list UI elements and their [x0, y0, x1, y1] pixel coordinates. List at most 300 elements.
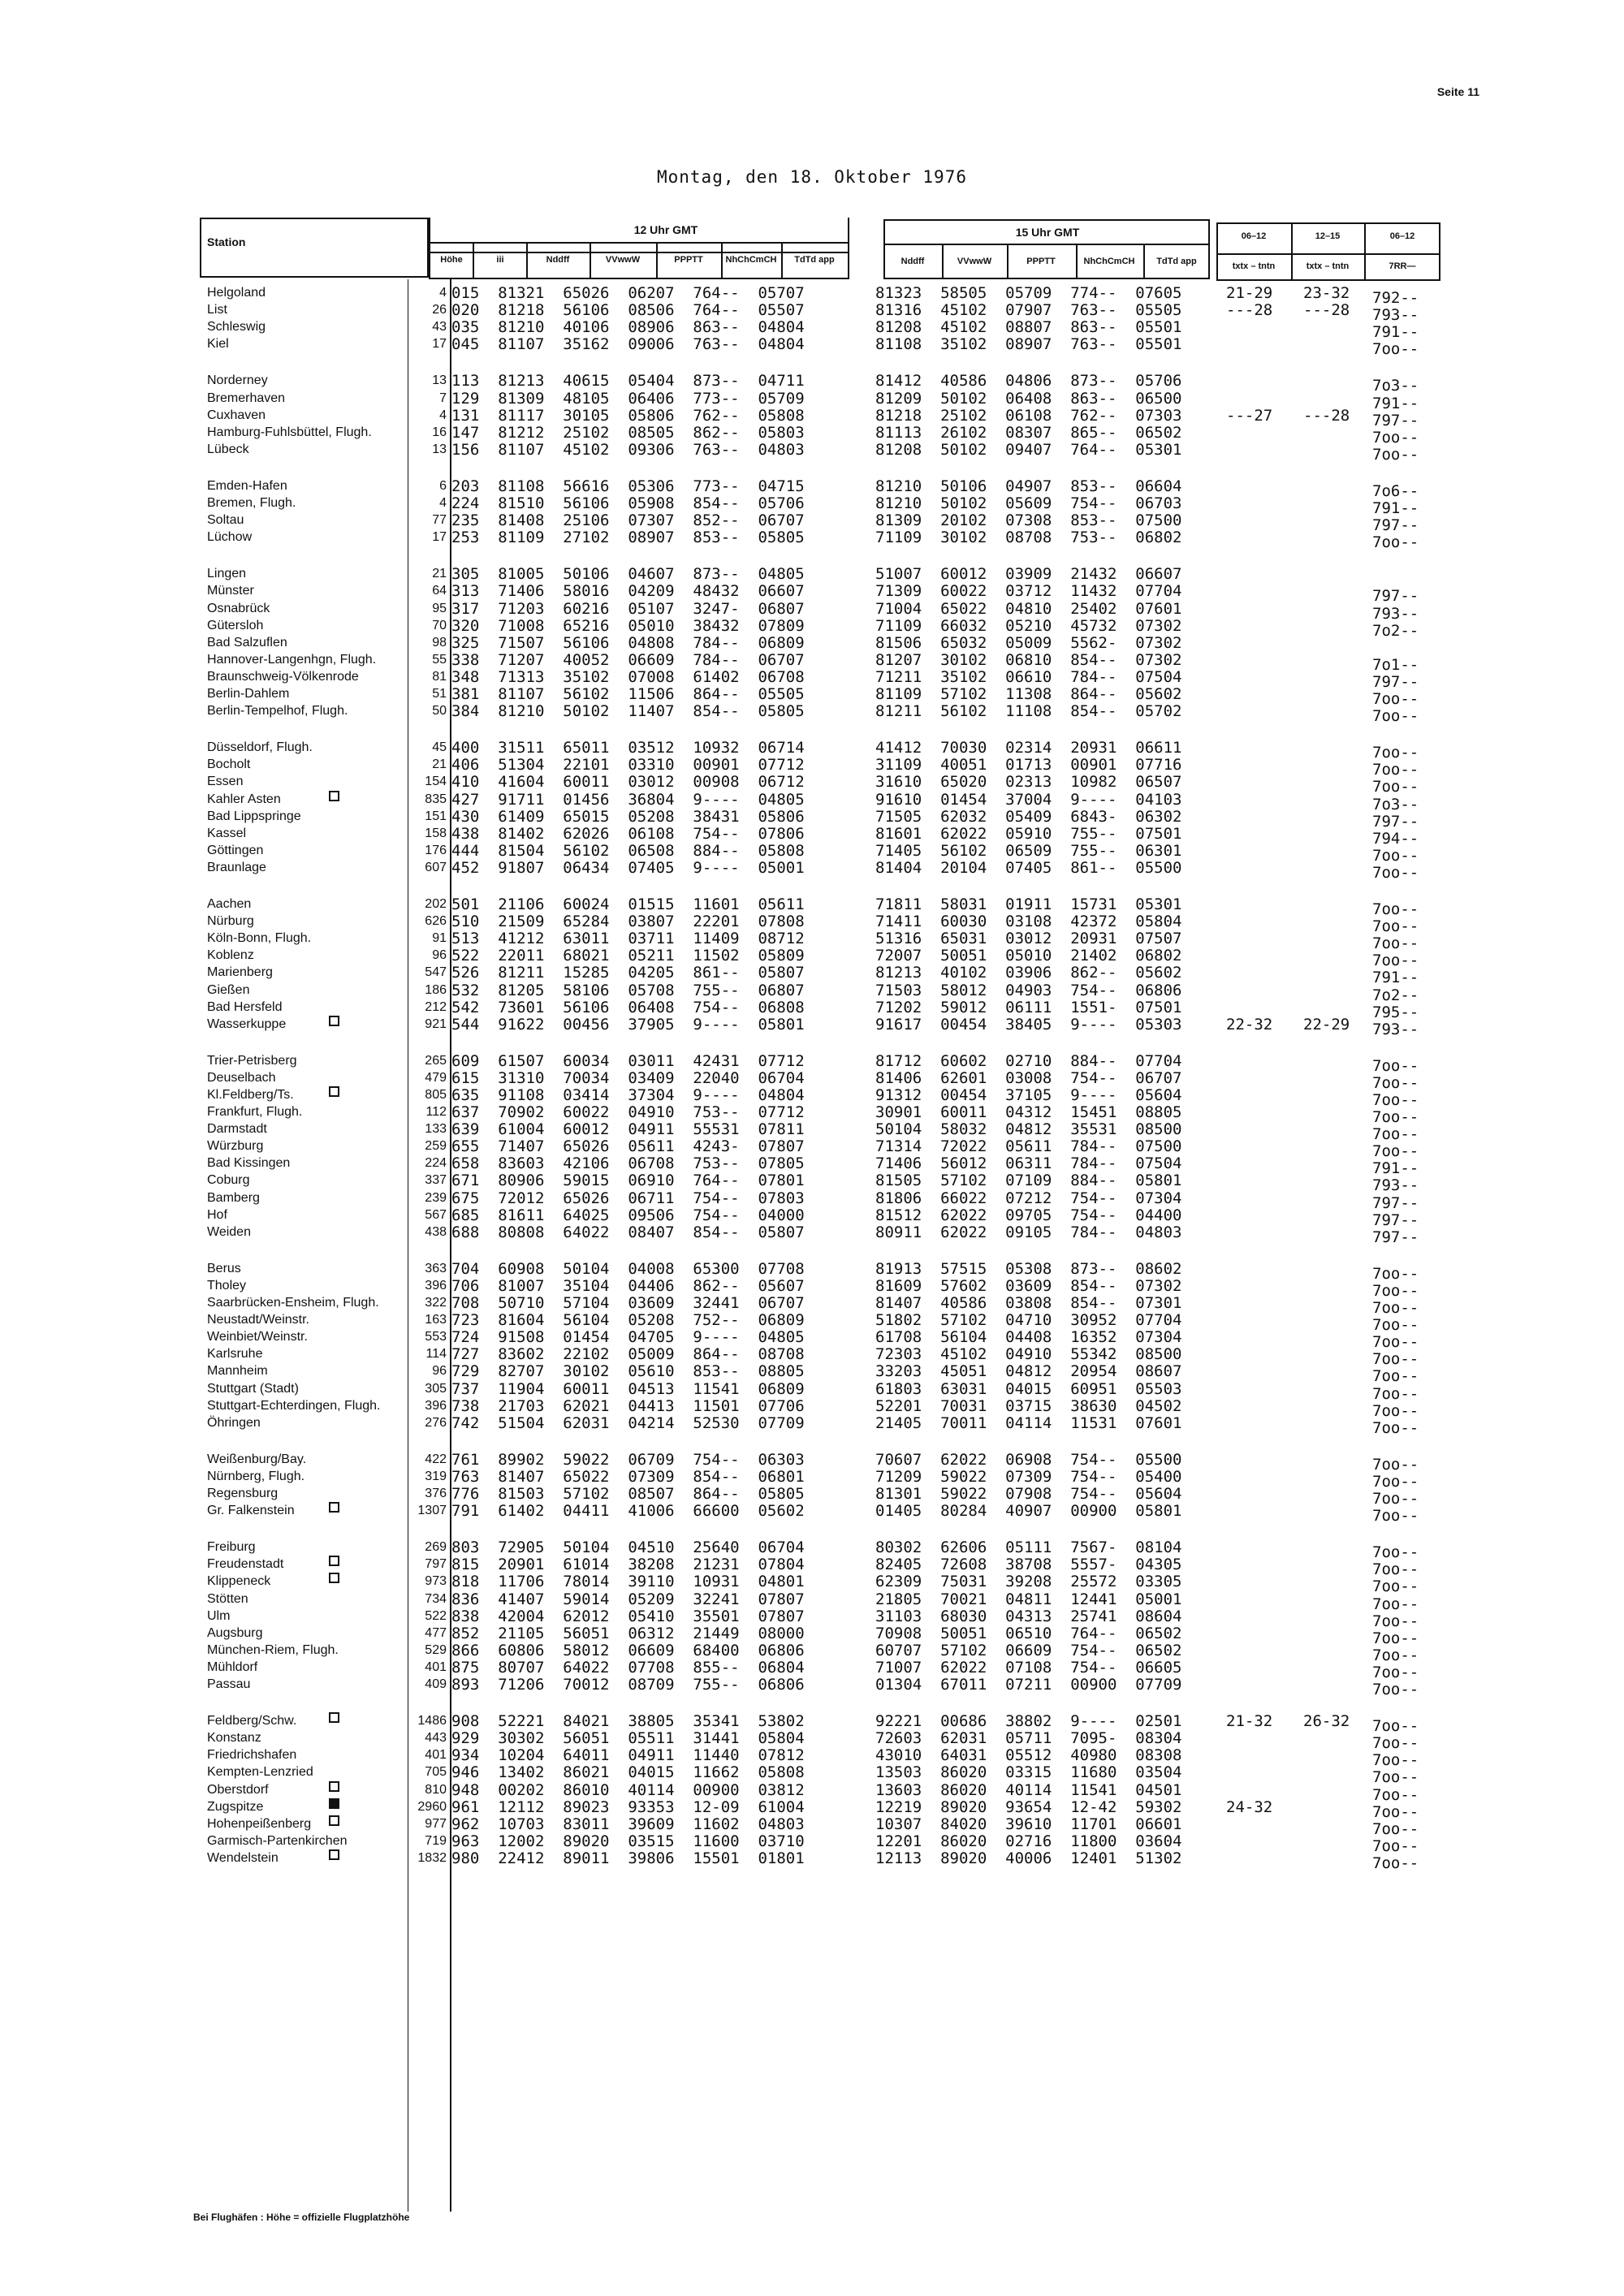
obs-12-utc: 313 71406 58016 04209 48432 06607: [451, 582, 805, 600]
obs-15-utc: 81806 66022 07212 754-- 07304: [875, 1189, 1182, 1207]
obs-12-utc: 526 81211 15285 04205 861-- 05807: [451, 964, 805, 982]
obs-12-utc: 544 91622 00456 37905 9---- 05801: [451, 1016, 805, 1034]
precip-06-12: 7oo--: [1372, 1646, 1419, 1664]
col15-ppptt: PPPTT: [1026, 257, 1056, 266]
station-height: 401: [425, 1660, 447, 1674]
obs-15-utc: 80911 62022 09105 784-- 04803: [875, 1224, 1182, 1241]
station-height: 7: [439, 391, 447, 405]
precip-06-12: 7oo--: [1372, 1125, 1419, 1143]
precip-06-12: 7o3--: [1372, 377, 1419, 395]
obs-12-utc: 763 81407 65022 07309 854-- 06801: [451, 1468, 805, 1486]
station-name: Feldberg/Schw.: [207, 1714, 297, 1728]
obs-15-utc: 71109 66032 05210 45732 07302: [875, 617, 1182, 635]
precip-06-12: 7oo--: [1372, 1473, 1419, 1491]
precip-06-12: 7oo--: [1372, 1837, 1419, 1855]
station-name: Mühldorf: [207, 1660, 258, 1674]
temp-range-12-15: ---28: [1303, 407, 1350, 425]
obs-15-utc: 81211 56102 11108 854-- 05702: [875, 702, 1182, 720]
precip-06-12: 7oo--: [1372, 1091, 1419, 1109]
station-name: Nürnberg, Flugh.: [207, 1470, 305, 1483]
station-name: Marienberg: [207, 965, 273, 979]
obs-12-utc: 015 81321 65026 06207 764-- 05707: [451, 284, 805, 302]
precip-06-12: 7oo--: [1372, 707, 1419, 725]
report-date: Montag, den 18. Oktober 1976: [656, 167, 967, 187]
obs-12-utc: 253 81109 27102 08907 853-- 05805: [451, 529, 805, 546]
obs-15-utc: 72303 45102 04910 55342 08500: [875, 1345, 1182, 1363]
precip-06-12: 7oo--: [1372, 1419, 1419, 1437]
obs-15-utc: 71109 30102 08708 753-- 06802: [875, 529, 1182, 546]
station-height: 186: [425, 983, 447, 997]
station-height: 176: [425, 844, 447, 857]
obs-12-utc: 639 61004 60012 04911 55531 07811: [451, 1120, 805, 1138]
obs-15-utc: 71007 62022 07108 754-- 06605: [875, 1659, 1182, 1677]
precip-06-12: 7oo--: [1372, 1577, 1419, 1595]
precip-06-12: 793--: [1372, 605, 1419, 623]
station-name: Konstanz: [207, 1731, 261, 1745]
obs-12-utc: 113 81213 40615 05404 873-- 04711: [451, 372, 805, 390]
obs-15-utc: 21805 70021 04811 12441 05001: [875, 1590, 1182, 1608]
station-name: Lingen: [207, 567, 247, 580]
precip-06-12: 7oo--: [1372, 1299, 1419, 1317]
precip-06-12: 7oo--: [1372, 744, 1419, 762]
obs-12-utc: 963 12002 89020 03515 11600 03710: [451, 1832, 805, 1850]
extra2-subheader: txtx – tntn: [1306, 261, 1350, 271]
precip-06-12: 7o2--: [1372, 986, 1419, 1004]
obs-12-utc: 635 91108 03414 37304 9---- 04804: [451, 1086, 805, 1104]
obs-15-utc: 81108 35102 08907 763-- 05501: [875, 335, 1182, 353]
precip-06-12: 791--: [1372, 499, 1419, 517]
station-name: Coburg: [207, 1173, 250, 1187]
station-height: 322: [425, 1296, 447, 1310]
precip-06-12: 795--: [1372, 1003, 1419, 1021]
obs-15-utc: 81412 40586 04806 873-- 05706: [875, 372, 1182, 390]
temp-range-12-15: 22-29: [1303, 1016, 1350, 1034]
obs-15-utc: 71202 59012 06111 1551- 07501: [875, 999, 1182, 1016]
obs-15-utc: 71209 59022 07309 754-- 05400: [875, 1468, 1182, 1486]
col12-ppptt: PPPTT: [674, 255, 703, 265]
iii-column-header: iii: [496, 255, 504, 265]
obs-15-utc: 71411 60030 03108 42372 05804: [875, 913, 1182, 930]
obs-12-utc: 723 81604 56104 05208 752-- 06809: [451, 1311, 805, 1329]
station-name: Stötten: [207, 1592, 248, 1606]
col15-vvwww: VVwwW: [957, 257, 992, 266]
station-name: Deuselbach: [207, 1071, 276, 1085]
station-name: Neustadt/Weinstr.: [207, 1313, 309, 1327]
station-height: 16: [432, 425, 447, 439]
obs-15-utc: 70908 50051 06510 764-- 06502: [875, 1625, 1182, 1642]
precip-06-12: 7o6--: [1372, 482, 1419, 500]
station-height: 50: [432, 704, 447, 718]
obs-15-utc: 12201 86020 02716 11800 03604: [875, 1832, 1182, 1850]
precip-06-12: 797--: [1372, 516, 1419, 534]
open-square-icon: [329, 1815, 339, 1826]
station-height: 626: [425, 914, 447, 928]
obs-15-utc: 81506 65032 05009 5562- 07302: [875, 634, 1182, 652]
station-name: Bocholt: [207, 757, 251, 771]
obs-12-utc: 020 81218 56106 08506 764-- 05507: [451, 301, 805, 319]
station-name: Berlin-Tempelhof, Flugh.: [207, 704, 348, 718]
station-name: Emden-Hafen: [207, 479, 287, 493]
station-name: Wasserkuppe: [207, 1017, 287, 1031]
obs-12-utc: 658 83603 42106 06708 753-- 07805: [451, 1154, 805, 1172]
station-height: 1307: [417, 1504, 447, 1517]
station-name: Karlsruhe: [207, 1347, 263, 1361]
obs-15-utc: 60707 57102 06609 754-- 06502: [875, 1642, 1182, 1659]
station-name: Münster: [207, 584, 254, 598]
station-height: 269: [425, 1540, 447, 1554]
obs-15-utc: 51802 57102 04710 30952 07704: [875, 1311, 1182, 1329]
station-height: 477: [425, 1626, 447, 1640]
group-12-header: 12 Uhr GMT: [633, 223, 698, 236]
obs-12-utc: 400 31511 65011 03512 10932 06714: [451, 739, 805, 757]
station-height: 133: [425, 1122, 447, 1136]
precip-06-12: 7oo--: [1372, 1108, 1419, 1126]
station-name: List: [207, 303, 227, 317]
station-name: Augsburg: [207, 1626, 263, 1640]
station-height: 43: [432, 320, 447, 334]
precip-06-12: 7oo--: [1372, 917, 1419, 935]
obs-12-utc: 438 81402 62026 06108 754-- 07806: [451, 825, 805, 843]
obs-15-utc: 81609 57602 03609 854-- 07302: [875, 1277, 1182, 1295]
obs-15-utc: 10307 84020 39610 11701 06601: [875, 1815, 1182, 1833]
precip-06-12: 793--: [1372, 1021, 1419, 1038]
obs-15-utc: 81218 25102 06108 762-- 07303: [875, 407, 1182, 425]
station-height: 91: [432, 931, 447, 945]
obs-12-utc: 452 91807 06434 07405 9---- 05001: [451, 859, 805, 877]
obs-12-utc: 776 81503 57102 08507 864-- 05805: [451, 1485, 805, 1503]
station-column-header: Station: [207, 235, 246, 248]
obs-15-utc: 61803 63031 04015 60951 05503: [875, 1380, 1182, 1398]
station-name: Öhringen: [207, 1416, 261, 1430]
station-height: 438: [425, 1225, 447, 1239]
precip-06-12: 7oo--: [1372, 340, 1419, 358]
station-height: 112: [425, 1105, 447, 1119]
station-name: Wendelstein: [207, 1851, 279, 1865]
obs-15-utc: 81316 45102 07907 763-- 05505: [875, 301, 1182, 319]
station-name: Essen: [207, 775, 244, 788]
obs-12-utc: 815 20901 61014 38208 21231 07804: [451, 1556, 805, 1573]
temp-range-06-12: 24-32: [1226, 1798, 1273, 1816]
station-name: Freudenstadt: [207, 1557, 284, 1571]
obs-15-utc: 41412 70030 02314 20931 06611: [875, 739, 1182, 757]
station-height: 973: [425, 1574, 447, 1588]
obs-15-utc: 71406 56012 06311 784-- 07504: [875, 1154, 1182, 1172]
precip-06-12: 7oo--: [1372, 429, 1419, 447]
station-height: 239: [425, 1191, 447, 1205]
obs-15-utc: 81301 59022 07908 754-- 05604: [875, 1485, 1182, 1503]
precip-06-12: 797--: [1372, 1211, 1419, 1229]
station-name: Bremerhaven: [207, 391, 286, 405]
station-name: München-Riem, Flugh.: [207, 1643, 339, 1657]
station-height: 396: [425, 1399, 447, 1413]
extra3-subheader: 7RR—: [1389, 261, 1416, 271]
obs-15-utc: 71505 62032 05409 6843- 06302: [875, 808, 1182, 826]
station-height: 319: [425, 1470, 447, 1483]
precip-06-12: 7oo--: [1372, 1057, 1419, 1075]
obs-15-utc: 71405 56102 06509 755-- 06301: [875, 842, 1182, 860]
precip-06-12: 7o3--: [1372, 796, 1419, 814]
obs-15-utc: 30901 60011 04312 15451 08805: [875, 1103, 1182, 1121]
obs-12-utc: 609 61507 60034 03011 42431 07712: [451, 1052, 805, 1070]
precip-06-12: 792--: [1372, 289, 1419, 307]
station-name: Mannheim: [207, 1364, 268, 1378]
station-name: Osnabrück: [207, 602, 270, 615]
precip-06-12: 7oo--: [1372, 1768, 1419, 1786]
precip-06-12: 7oo--: [1372, 1385, 1419, 1403]
obs-12-utc: 729 82707 30102 05610 853-- 08805: [451, 1362, 805, 1380]
station-height: 705: [425, 1765, 447, 1779]
precip-06-12: 7oo--: [1372, 952, 1419, 969]
station-name: Kassel: [207, 826, 247, 840]
filled-square-icon: [329, 1798, 339, 1809]
obs-12-utc: 325 71507 56106 04808 784-- 06809: [451, 634, 805, 652]
precip-06-12: 7oo--: [1372, 1265, 1419, 1283]
precip-06-12: 7oo--: [1372, 1350, 1419, 1368]
obs-15-utc: 62309 75031 39208 25572 03305: [875, 1573, 1182, 1590]
hoehe-column-header: Höhe: [440, 255, 463, 265]
col15-nddff: Nddff: [901, 257, 925, 266]
station-height: 734: [425, 1592, 447, 1606]
obs-15-utc: 81208 50102 09407 764-- 05301: [875, 441, 1182, 459]
obs-15-utc: 81210 50102 05609 754-- 06703: [875, 494, 1182, 512]
station-height: 4: [439, 286, 447, 300]
open-square-icon: [329, 1086, 339, 1097]
obs-12-utc: 791 61402 04411 41006 66600 05602: [451, 1502, 805, 1520]
station-name: Soltau: [207, 513, 244, 527]
obs-12-utc: 444 81504 56102 06508 884-- 05808: [451, 842, 805, 860]
station-name: Friedrichshafen: [207, 1748, 297, 1762]
station-height: 422: [425, 1452, 447, 1466]
station-name: Weinbiet/Weinstr.: [207, 1330, 308, 1344]
precip-06-12: 7oo--: [1372, 1142, 1419, 1160]
obs-15-utc: 12219 89020 93654 12-42 59302: [875, 1798, 1182, 1816]
station-name: Hannover-Langenhgn, Flugh.: [207, 653, 377, 667]
extra2-header: 12–15: [1315, 231, 1341, 241]
obs-15-utc: 43010 64031 05512 40980 08308: [875, 1746, 1182, 1764]
precip-06-12: 7oo--: [1372, 1717, 1419, 1735]
precip-06-12: 791--: [1372, 969, 1419, 986]
precip-06-12: 7oo--: [1372, 690, 1419, 708]
station-height: 212: [425, 1000, 447, 1014]
station-name: Zugspitze: [207, 1800, 264, 1814]
precip-06-12: 793--: [1372, 306, 1419, 324]
station-height: 202: [425, 897, 447, 911]
station-name: Bad Hersfeld: [207, 1000, 283, 1014]
obs-12-utc: 381 81107 56102 11506 864-- 05505: [451, 685, 805, 703]
obs-12-utc: 348 71313 35102 07008 61402 06708: [451, 668, 805, 686]
precip-06-12: 7oo--: [1372, 1751, 1419, 1769]
obs-15-utc: 81213 40102 03906 862-- 05602: [875, 964, 1182, 982]
station-height: 98: [432, 636, 447, 650]
station-height: 305: [425, 1382, 447, 1396]
station-name: Kl.Feldberg/Ts.: [207, 1088, 294, 1102]
obs-12-utc: 203 81108 56616 05306 773-- 04715: [451, 477, 805, 495]
station-height: 401: [425, 1748, 447, 1762]
station-name: Stuttgart-Echterdingen, Flugh.: [207, 1399, 381, 1413]
obs-15-utc: 21405 70011 04114 11531 07601: [875, 1414, 1182, 1432]
precip-06-12: 797--: [1372, 813, 1419, 831]
precip-06-12: 7oo--: [1372, 1282, 1419, 1300]
precip-06-12: 793--: [1372, 1176, 1419, 1194]
obs-12-utc: 410 41604 60011 03012 00908 06712: [451, 773, 805, 791]
temp-range-12-15: 23-32: [1303, 284, 1350, 302]
obs-15-utc: 51316 65031 03012 20931 07507: [875, 930, 1182, 947]
station-name: Berus: [207, 1262, 241, 1275]
station-height: 719: [425, 1834, 447, 1848]
station-height: 4: [439, 496, 447, 510]
station-height: 96: [432, 948, 447, 962]
obs-12-utc: 235 81408 25106 07307 852-- 06707: [451, 511, 805, 529]
obs-12-utc: 946 13402 86021 04015 11662 05808: [451, 1763, 805, 1781]
station-height: 21: [432, 567, 447, 580]
precip-06-12: 7oo--: [1372, 1664, 1419, 1681]
station-name: Braunschweig-Völkenrode: [207, 670, 359, 684]
obs-12-utc: 704 60908 50104 04008 65300 07708: [451, 1260, 805, 1278]
obs-15-utc: 72007 50051 05010 21402 06802: [875, 947, 1182, 965]
precip-06-12: 7oo--: [1372, 778, 1419, 796]
obs-15-utc: 01405 80284 40907 00900 05801: [875, 1502, 1182, 1520]
precip-06-12: 797--: [1372, 412, 1419, 429]
obs-12-utc: 305 81005 50106 04607 873-- 04805: [451, 565, 805, 583]
obs-15-utc: 12113 89020 40006 12401 51302: [875, 1849, 1182, 1867]
station-name: Stuttgart (Stadt): [207, 1382, 299, 1396]
obs-12-utc: 532 81205 58106 05708 755-- 06807: [451, 982, 805, 999]
station-name: Kahler Asten: [207, 792, 281, 806]
station-height: 70: [432, 619, 447, 632]
obs-12-utc: 738 21703 62021 04413 11501 07706: [451, 1397, 805, 1415]
open-square-icon: [329, 1556, 339, 1566]
station-name: Ulm: [207, 1609, 231, 1623]
station-height: 13: [432, 442, 447, 456]
obs-12-utc: 866 60806 58012 06609 68400 06806: [451, 1642, 805, 1659]
station-name: Klippeneck: [207, 1574, 271, 1588]
obs-15-utc: 81712 60602 02710 884-- 07704: [875, 1052, 1182, 1070]
precip-06-12: 7oo--: [1372, 1456, 1419, 1474]
obs-12-utc: 685 81611 64025 09506 754-- 04000: [451, 1206, 805, 1224]
station-name: Passau: [207, 1677, 251, 1691]
obs-12-utc: 934 10204 64011 04911 11440 07812: [451, 1746, 805, 1764]
station-height: 151: [425, 809, 447, 823]
obs-12-utc: 655 71407 65026 05611 4243- 07807: [451, 1137, 805, 1155]
obs-12-utc: 427 91711 01456 36804 9---- 04805: [451, 791, 805, 809]
station-height: 396: [425, 1279, 447, 1293]
station-name: Frankfurt, Flugh.: [207, 1105, 303, 1119]
precip-06-12: 7oo--: [1372, 1734, 1419, 1752]
obs-12-utc: 818 11706 78014 39110 10931 04801: [451, 1573, 805, 1590]
precip-06-12: 7oo--: [1372, 1803, 1419, 1821]
obs-12-utc: 320 71008 65216 05010 38432 07809: [451, 617, 805, 635]
obs-12-utc: 961 12112 89023 93353 12-09 61004: [451, 1798, 805, 1816]
obs-12-utc: 893 71206 70012 08709 755-- 06806: [451, 1676, 805, 1694]
obs-15-utc: 81113 26102 08307 865-- 06502: [875, 424, 1182, 442]
station-name: Düsseldorf, Flugh.: [207, 740, 313, 754]
station-name: Nürburg: [207, 914, 254, 928]
station-height: 95: [432, 602, 447, 615]
obs-12-utc: 224 81510 56106 05908 854-- 05706: [451, 494, 805, 512]
obs-15-utc: 80302 62606 05111 7567- 08104: [875, 1539, 1182, 1556]
station-height: 158: [425, 826, 447, 840]
precip-06-12: 791--: [1372, 395, 1419, 412]
station-height: 51: [432, 687, 447, 701]
station-name: Hof: [207, 1208, 227, 1222]
obs-12-utc: 706 81007 35104 04406 862-- 05607: [451, 1277, 805, 1295]
obs-15-utc: 81109 57102 11308 864-- 05602: [875, 685, 1182, 703]
obs-12-utc: 836 41407 59014 05209 32241 07807: [451, 1590, 805, 1608]
station-name: Berlin-Dahlem: [207, 687, 290, 701]
obs-12-utc: 384 81210 50102 11407 854-- 05805: [451, 702, 805, 720]
station-height: 55: [432, 653, 447, 667]
precip-06-12: 7oo--: [1372, 1543, 1419, 1561]
open-square-icon: [329, 791, 339, 801]
precip-06-12: 7oo--: [1372, 446, 1419, 464]
obs-12-utc: 522 22011 68021 05211 11502 05809: [451, 947, 805, 965]
station-name: Hohenpeißenberg: [207, 1817, 312, 1831]
station-height: 1486: [417, 1714, 447, 1728]
station-height: 522: [425, 1609, 447, 1623]
station-name: Cuxhaven: [207, 408, 266, 422]
col12-vvwww: VVwwW: [605, 255, 641, 265]
station-name: Tholey: [207, 1279, 247, 1293]
obs-15-utc: 71211 35102 06610 784-- 07504: [875, 668, 1182, 686]
extra1-subheader: txtx – tntn: [1232, 261, 1276, 271]
obs-12-utc: 688 80808 64022 08407 854-- 05807: [451, 1224, 805, 1241]
obs-12-utc: 406 51304 22101 03310 00901 07712: [451, 756, 805, 774]
obs-12-utc: 980 22412 89011 39806 15501 01801: [451, 1849, 805, 1867]
station-name: Bad Lippspringe: [207, 809, 301, 823]
station-name: Helgoland: [207, 286, 266, 300]
station-height: 64: [432, 584, 447, 598]
obs-15-utc: 31610 65020 02313 10982 06507: [875, 773, 1182, 791]
precip-06-12: 7oo--: [1372, 1560, 1419, 1578]
precip-06-12: 7oo--: [1372, 1490, 1419, 1508]
station-height: 337: [425, 1173, 447, 1187]
temp-range-06-12: ---28: [1226, 301, 1273, 319]
obs-15-utc: 91617 00454 38405 9---- 05303: [875, 1016, 1182, 1034]
station-height: 81: [432, 670, 447, 684]
station-height: 2960: [417, 1800, 447, 1814]
station-height: 797: [425, 1557, 447, 1571]
obs-12-utc: 929 30302 56051 05511 31441 05804: [451, 1729, 805, 1747]
station-name: Würzburg: [207, 1139, 264, 1153]
open-square-icon: [329, 1849, 339, 1860]
obs-12-utc: 675 72012 65026 06711 754-- 07803: [451, 1189, 805, 1207]
obs-12-utc: 908 52221 84021 38805 35341 53802: [451, 1712, 805, 1730]
station-height: 276: [425, 1416, 447, 1430]
station-height: 45: [432, 740, 447, 754]
obs-15-utc: 51007 60012 03909 21432 06607: [875, 565, 1182, 583]
open-square-icon: [329, 1712, 339, 1723]
precip-06-12: 7o1--: [1372, 656, 1419, 674]
station-name: Norderney: [207, 373, 268, 387]
precip-06-12: 797--: [1372, 1228, 1419, 1246]
obs-15-utc: 33203 45051 04812 20954 08607: [875, 1362, 1182, 1380]
station-height: 154: [425, 775, 447, 788]
station-name: Freiburg: [207, 1540, 256, 1554]
station-name: Weißenburg/Bay.: [207, 1452, 307, 1466]
precip-06-12: 7oo--: [1372, 1854, 1419, 1872]
station-height: 17: [432, 530, 447, 544]
obs-12-utc: 962 10703 83011 39609 11602 04803: [451, 1815, 805, 1833]
open-square-icon: [329, 1781, 339, 1792]
obs-12-utc: 761 89902 59022 06709 754-- 06303: [451, 1451, 805, 1469]
obs-12-utc: 742 51504 62031 04214 52530 07709: [451, 1414, 805, 1432]
precip-06-12: 7oo--: [1372, 1820, 1419, 1838]
station-name: Regensburg: [207, 1487, 279, 1500]
station-height: 921: [425, 1017, 447, 1031]
obs-15-utc: 71309 60022 03712 11432 07704: [875, 582, 1182, 600]
station-height: 17: [432, 337, 447, 351]
station-name: Göttingen: [207, 844, 264, 857]
